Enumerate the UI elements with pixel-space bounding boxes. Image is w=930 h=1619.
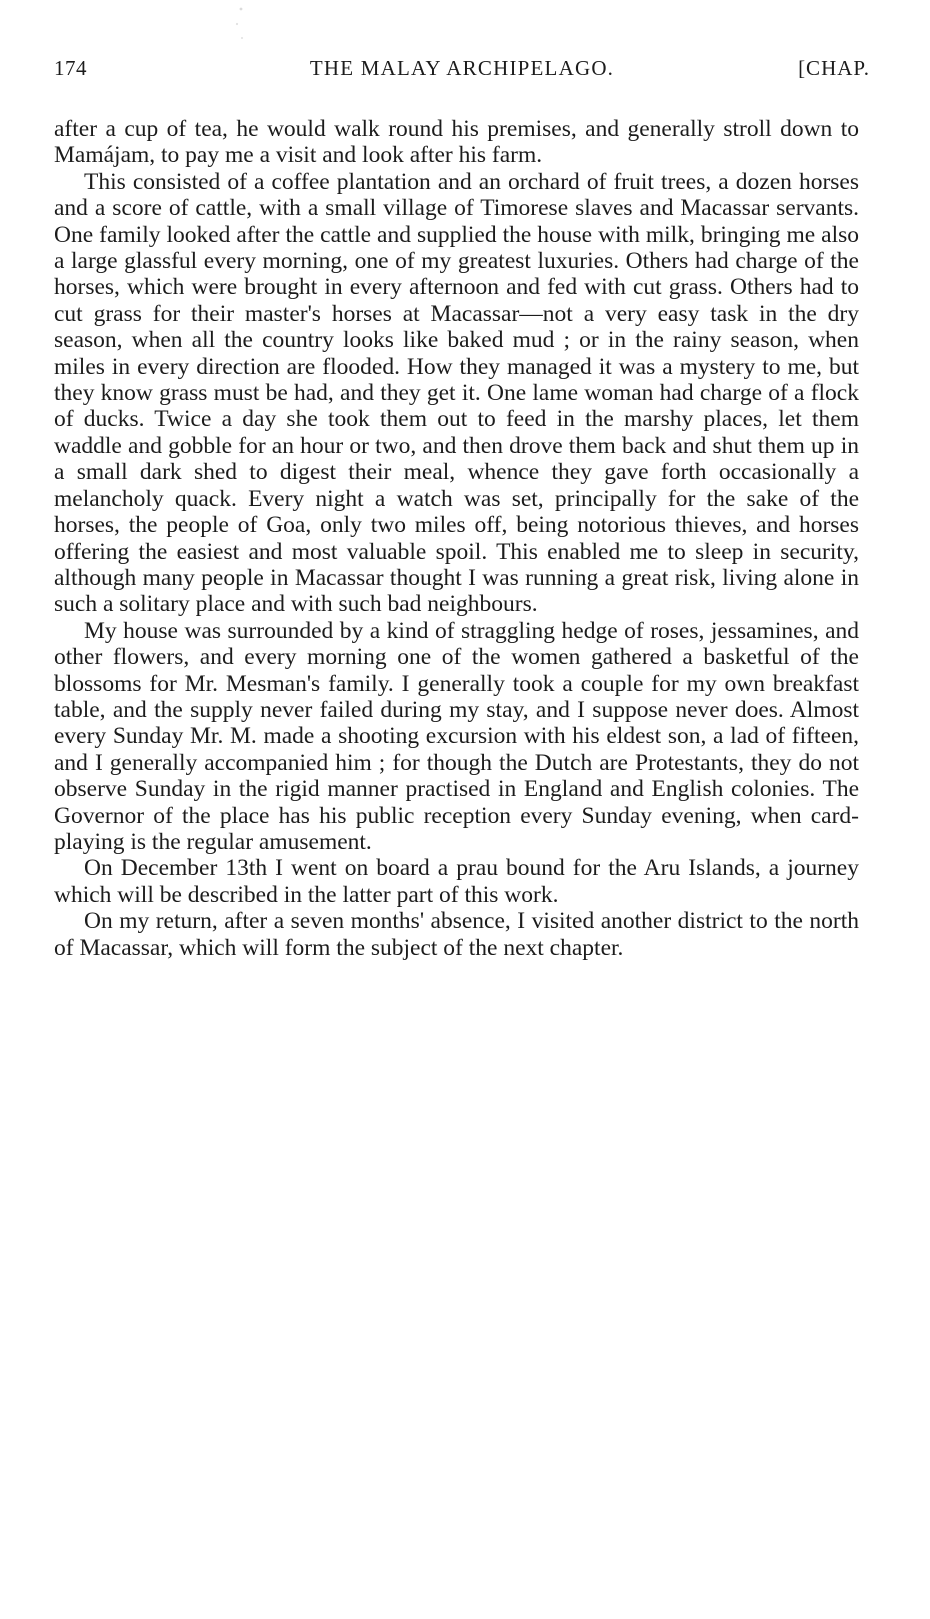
paragraph-house-hedge: My house was surrounded by a kind of straggling hedge of roses, jessamines, and other flowers, and every morning one of the women gathered a basketful of the blossoms for Mr. Mesman's family. I generally took a couple for my own breakfast table, and the supply never failed during my stay, and I suppose never does. Almost every Sunday Mr. M. made a shooting excursion with his eldest son, a lad of fifteen, and I generally accompanied him ; for though the Dutch are Protestants, they do not observe Sunday in the rigid manner practised in England and English colonies. The Governor of the place has his public reception every Sunday evening, when card-playing is the regular amusement.	[54, 617, 859, 855]
paragraph-continued: after a cup of tea, he would walk round his premises, and generally stroll down to Mamájam, to pay me a visit and look after his farm.	[54, 116, 859, 169]
paragraph-return: On my return, after a seven months' absence, I visited another district to the north of Macassar, which will form the subject of the next chapter.	[54, 908, 859, 961]
paragraph-farm: This consisted of a coffee plantation and an orchard of fruit trees, a dozen horses and a score of cattle, with a small village of Timorese slaves and Macassar servants. One family looked after the cattle and supplied the house with milk, bringing me also a large glassful every morning, one of my greatest luxuries. Others had charge of the horses, which were brought in every afternoon and fed with cut grass. Others had to cut grass for their master's horses at Macassar—not a very easy task in the dry season, when all the country looks like baked mud ; or in the rainy season, when miles in every direction are flooded. How they managed it was a mystery to me, but they know grass must be had, and they get it. One lame woman had charge of a flock of ducks. Twice a day she took them out to feed in the marshy places, let them waddle and gobble for an hour or two, and then drove them back and shut them up in a small dark shed to digest their meal, whence they gave forth occasionally a melancholy quack. Every night a watch was set, principally for the sake of the horses, the people of Goa, only two miles off, being notorious thieves, and horses offering the easiest and most valuable spoil. This enabled me to sleep in security, although many people in Macassar thought I was running a great risk, living alone in such a solitary place and with such bad neighbours.	[54, 168, 859, 618]
chapter-marker: [CHAP.	[798, 56, 870, 80]
body-text	[54, 116, 859, 961]
scan-speck-mark	[232, 4, 246, 44]
paragraph-aru-voyage: On December 13th I went on board a prau bound for the Aru Islands, a journey which will be described in the latter part of this work.	[54, 855, 859, 908]
page-number: 174	[54, 56, 87, 80]
running-head	[54, 56, 870, 86]
book-title: THE MALAY ARCHIPELAGO.	[309, 56, 615, 80]
